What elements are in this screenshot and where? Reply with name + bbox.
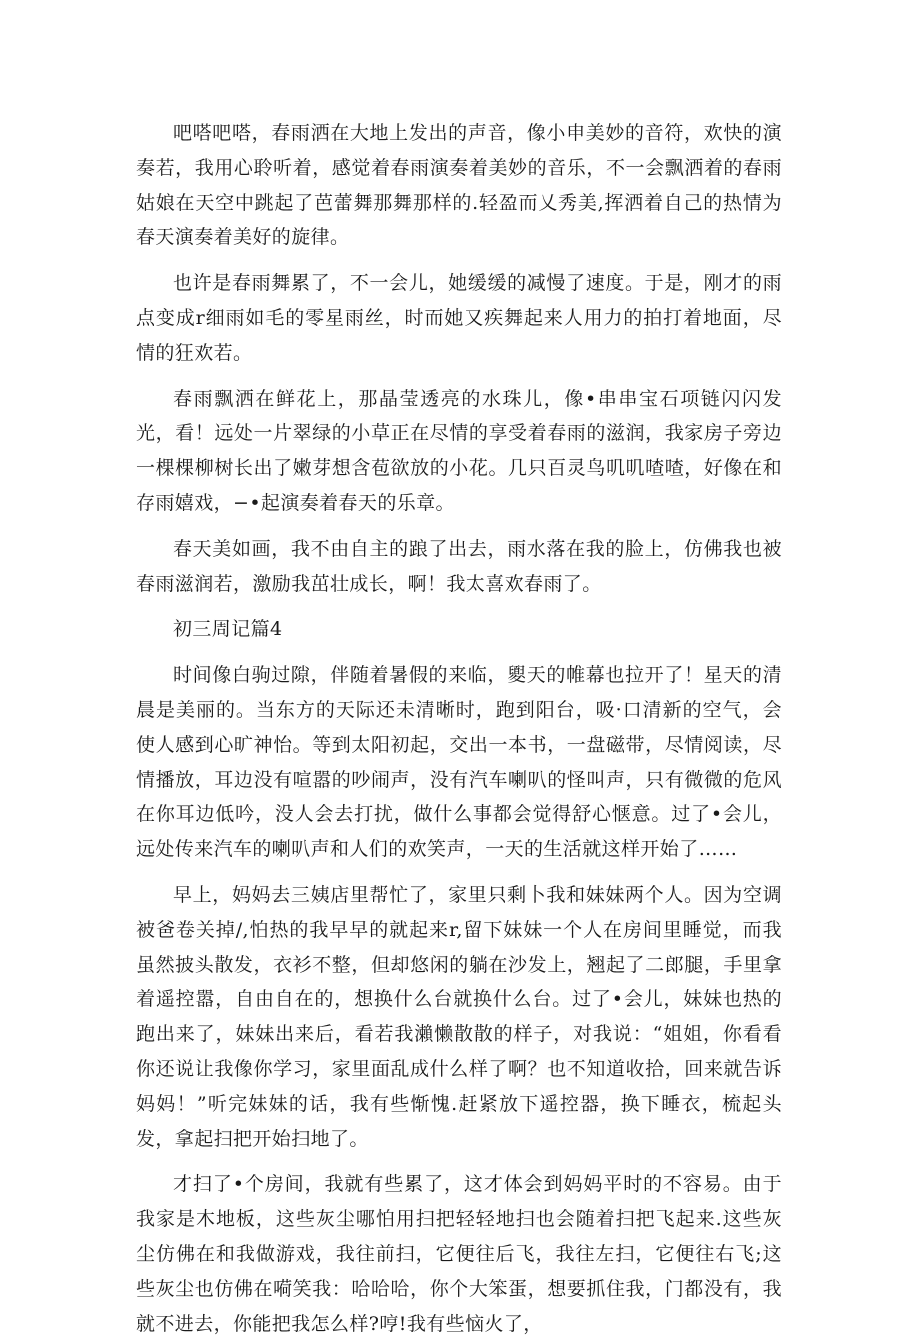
paragraph-spring-rain-music: 吧嗒吧嗒，春雨洒在大地上发出的声音，像小申美妙的音符，欢快的演奏若，我用心聆听着，感觉着春雨演奏着美妙的音乐，不一会飘洒着的春雨姑娘在天空中跳起了芭蕾舞那舞那样的.轻盈而乂秀美,挥洒着自己的热情为春天演奏着美好的旋律。 <box>136 122 782 249</box>
paragraph-sweeping-floor: 才扫了•个房间，我就有些累了，这才体会到妈妈平时的不容易。由于我家是木地板，这些灰尘哪怕用扫把轻轻地扫也会随着扫把飞起来.这些灰尘仿佛在和我做游戏，我往前扫，它便往后飞，我往左扫，它便往右飞;这些灰尘也仿佛在嗬笑我：哈哈哈，你个大笨蛋，想要抓住我，门都没有，我就不进去，你能把我怎么样?哼!我有些恼火了， <box>136 1173 782 1335</box>
paragraph-morning-at-home: 早上，妈妈去三姨店里帮忙了，家里只剩卜我和妹妹两个人。因为空调被爸卷关掉/,怕热的我早早的就起来r,留下妹妹一个人在房间里睡觉，而我虽然披头散发，衣衫不整，但却悠闲的躺在沙发上，翘起了二郎腿，手里拿着遥控嚣，自由自在的，想换什么台就换什么台。过了•会儿，妹妹也热的跑出来了，妹妹出来后，看若我瀨懒散散的样子，对我说：“姐姐，你看看你还说让我像你学习，家里面乱成什么样了啊？也不知道收拾，回来就告诉妈妈！”听完妹妹的话，我有些惭愧.赶紧放下遥控器，换下睡衣，梳起头发，拿起扫把开始扫地了。 <box>136 883 782 1150</box>
paragraph-rain-slows: 也许是春雨舞累了，不一会儿，她缓缓的减慢了速度。于是，刚才的雨点变成r细雨如毛的零星雨丝，时而她又疾舞起来人用力的拍打着地面，尽情的狂欢若。 <box>136 272 782 364</box>
section-heading: 初三周记篇4 <box>173 618 283 641</box>
paragraph-spring-like-painting: 春天美如画，我不由自主的踉了出去，雨水落在我的脸上，仿佛我也被春雨滋润若，激励我茁壮成长，啊！我太喜欢春雨了。 <box>136 537 782 595</box>
paragraph-rain-on-flowers: 春雨飘洒在鲜花上，那晶莹透亮的水珠儿，像•串串宝石项链闪闪发光，看！远处一片翠绿的小草正在尽情的享受着春雨的滋润，我家房子旁边一棵棵柳树长出了嫩芽想含苞欲放的小花。几只百灵鸟叽叽喳喳，好像在和存雨嬉戏，−•起演奏着春天的乐章。 <box>136 387 782 514</box>
paragraph-summer-morning: 时间像白驹过隙，伴随着暑假的来临，夓天的帷幕也拉开了！星天的清晨是美丽的。当东方的天际还未清晰时，跑到阳台，吸·口清新的空气，会使人感到心旷神怡。等到太阳初起，交出一本书，一盘磁带，尽情阅读，尽情播放，耳边没有喧嚣的吵闹声，没有汽车喇叭的怪叫声，只有微微的危风在你耳边低吟，没人会去打扰，做什么事都会觉得舒心惬意。过了•会儿，远处传来汽车的喇叭声和人们的欢笑声，一天的生活就这样开始了…… <box>136 664 782 861</box>
